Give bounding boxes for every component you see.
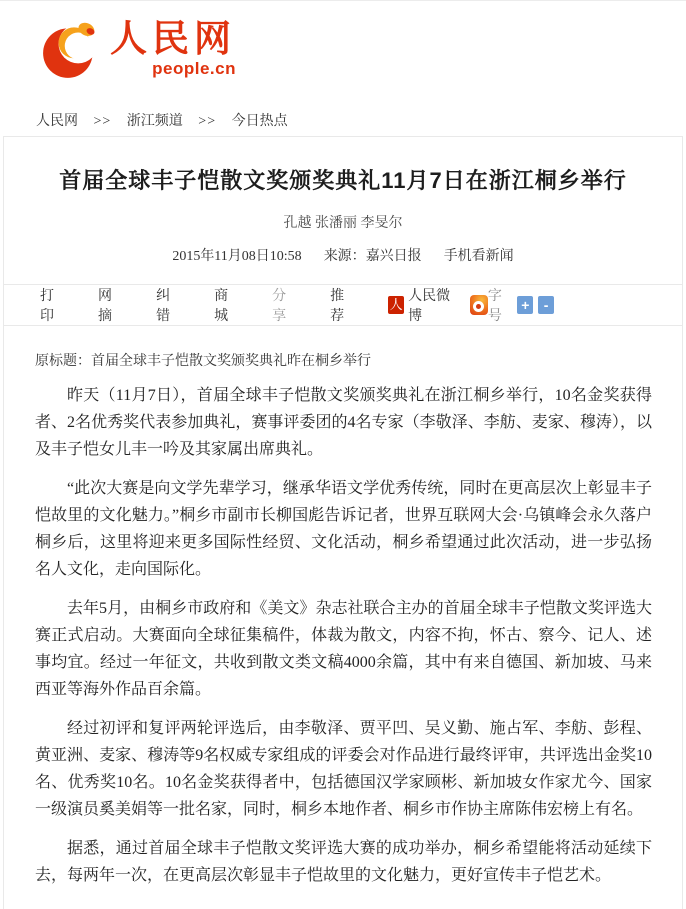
toolbar-print[interactable]: 打印 [40, 289, 54, 324]
people-cn-logo-link[interactable] [40, 17, 236, 83]
breadcrumb-separator: >> [198, 114, 217, 129]
breadcrumb-item-zhejiang-channel[interactable]: 浙江频道 [126, 114, 183, 129]
site-header [0, 1, 686, 88]
article-paragraph: “此次大赛是向文学先辈学习，继承华语文学优秀传统，同时在更高层次上彰显丰子恺故里的文化魅力。”桐乡市副市长柳国彪告诉记者，世界互联网大会·乌镇峰会永久落户桐乡后，这里将迎来更多国际性经贸、文化活动，桐乡希望通过此次活动，进一步弘扬名人文化，走向国际化。 [35, 480, 652, 578]
article-authors: 孔越 张潘丽 李旻尔 [283, 216, 403, 231]
article-title: 首届全球丰子恺散文奖颁奖典礼11月7日在浙江桐乡举行 [59, 168, 627, 193]
font-size-controls [488, 285, 554, 325]
source-label: 来源： [323, 249, 366, 264]
logo-chinese-name: 人民网 [110, 19, 236, 60]
font-size-label: 字号 [487, 289, 502, 324]
article-body [4, 326, 682, 909]
toolbar-mall[interactable]: 商城 [214, 289, 229, 324]
article-paragraph: 据悉，通过首届全球丰子恺散文奖评选大赛的成功举办，桐乡希望能将活动延续下去，每两年一次，在更高层次彰显丰子恺故里的文化魅力，更好宣传丰子恺艺术。 [35, 840, 652, 884]
sina-weibo-icon[interactable] [470, 295, 488, 315]
toolbar-recommend[interactable]: 推荐 [330, 289, 345, 324]
font-increase-button[interactable]: + [517, 296, 533, 314]
title-block [4, 137, 682, 284]
article-date: 2015年11月08日10:58 [172, 249, 302, 264]
font-decrease-button[interactable]: - [538, 296, 554, 314]
toolbar-correction[interactable]: 纠错 [156, 289, 171, 324]
people-weibo-icon: 人 [389, 297, 403, 312]
breadcrumb-separator: >> [93, 114, 112, 129]
toolbar-share[interactable]: 分享 [272, 289, 287, 324]
sina-eye-pupil [476, 304, 481, 309]
original-title-line [35, 352, 652, 372]
mobile-news-link[interactable]: 手机看新闻 [443, 249, 514, 264]
breadcrumb [36, 110, 686, 130]
article-paragraph: 昨天（11月7日），首届全球丰子恺散文奖颁奖典礼在浙江桐乡举行，10名金奖获得者、2名优秀奖代表参加典礼，赛事评委团的4名专家（李敬泽、李舫、麦家、穆涛），以及丰子恺女儿丰一吟及其家属出席典礼。 [35, 387, 652, 458]
people-weibo-link[interactable] [388, 285, 458, 325]
source-link[interactable]: 嘉兴日报 [365, 249, 422, 264]
logo-text [110, 21, 236, 79]
original-title-label: 原标题： [35, 354, 91, 369]
toolbar-bookmark[interactable]: 网摘 [98, 289, 113, 324]
article-paragraph: 去年5月，由桐乡市政府和《美文》杂志社联合主办的首届全球丰子恺散文奖评选大赛正式启动。大赛面向全球征集稿件，体裁为散文，内容不拘，怀古、察今、记人、述事均宜。经过一年征文，共收到散文类文稿4000余篇，其中有来自德国、新加坡、马来西亚等海外作品百余篇。 [35, 600, 652, 698]
original-title-text: 首届全球丰子恺散文奖颁奖典礼昨在桐乡举行 [91, 354, 371, 369]
people-cn-globe-icon [40, 17, 106, 83]
article-paragraph: 经过初评和复评两轮评选后，由李敬泽、贾平凹、吴义勤、施占军、李舫、彭程、黄亚洲、麦家、穆涛等9名权威专家组成的评委会对作品进行最终评审，共评选出金奖10名、优秀奖10名。10名金奖获得者中，包括德国汉学家顾彬、新加坡女作家尤今、国家一级演员奚美娟等一批名家，同时，桐乡本地作者、桐乡市作协主席陈伟宏榜上有名。 [35, 720, 652, 818]
logo-domain-name: people.cn [152, 58, 236, 78]
breadcrumb-item-people[interactable]: 人民网 [36, 114, 78, 129]
people-weibo-label: 人民微博 [408, 289, 451, 324]
article-meta [24, 245, 662, 284]
breadcrumb-item-today-hot[interactable]: 今日热点 [231, 114, 288, 129]
article-container [3, 136, 683, 909]
sina-eye-shape [473, 301, 484, 312]
article-toolbar [4, 284, 682, 326]
